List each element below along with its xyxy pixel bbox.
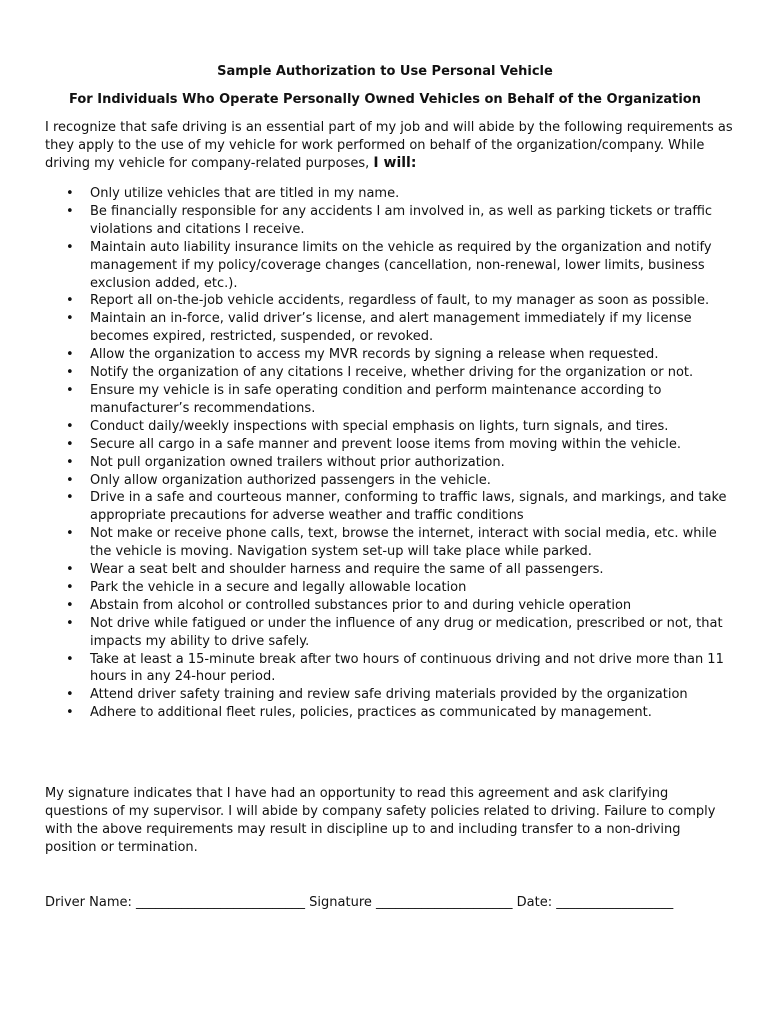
list-item-text: Maintain auto liability insurance limits on the vehicle as required by the organization and notify management if my policy/coverage changes (cancellation, non-renewal, lower limits, business exclusion added, etc.). bbox=[90, 239, 712, 291]
bullet-icon: • bbox=[66, 293, 74, 309]
list-item bbox=[45, 561, 735, 579]
list-item-text: Attend driver safety training and review safe driving materials provided by the organization bbox=[90, 687, 688, 703]
list-item bbox=[45, 203, 735, 239]
list-item bbox=[45, 239, 735, 293]
bullet-icon: • bbox=[66, 311, 74, 327]
list-item bbox=[45, 615, 735, 651]
list-item bbox=[45, 436, 735, 454]
list-item bbox=[45, 418, 735, 436]
requirements-list bbox=[45, 185, 735, 722]
list-item bbox=[45, 454, 735, 472]
bullet-icon: • bbox=[66, 490, 74, 506]
intro-paragraph bbox=[45, 119, 735, 173]
list-item-text: Ensure my vehicle is in safe operating condition and perform maintenance according to manufacturer’s recommendations. bbox=[90, 382, 662, 416]
list-item-text: Take at least a 15-minute break after two hours of continuous driving and not drive more than 11 hours in any 24-hour period. bbox=[90, 651, 724, 685]
list-item-text: Maintain an in-force, valid driver’s license, and alert management immediately if my license becomes expired, restricted, suspended, or revoked. bbox=[90, 311, 692, 345]
bullet-icon: • bbox=[66, 454, 74, 470]
bullet-icon: • bbox=[66, 615, 74, 631]
list-item-text: Allow the organization to access my MVR records by signing a release when requested. bbox=[90, 347, 659, 363]
list-item bbox=[45, 382, 735, 418]
list-item-text: Be financially responsible for any accidents I am involved in, as well as parking tickets or traffic violations and citations I receive. bbox=[90, 203, 713, 237]
bullet-icon: • bbox=[66, 687, 74, 703]
list-item bbox=[45, 310, 735, 346]
bullet-icon: • bbox=[66, 347, 74, 363]
list-item bbox=[45, 525, 735, 561]
bullet-icon: • bbox=[66, 651, 74, 667]
bullet-icon: • bbox=[66, 579, 74, 595]
list-item-text: Abstain from alcohol or controlled substances prior to and during vehicle operation bbox=[90, 597, 632, 613]
list-item-text: Not drive while fatigued or under the influence of any drug or medication, prescribed or not, that impacts my ability to drive safely. bbox=[90, 615, 723, 649]
list-item-text: Drive in a safe and courteous manner, conforming to traffic laws, signals, and markings, and take appropriate precautions for adverse weather and traffic conditions bbox=[90, 490, 727, 524]
document-subtitle: For Individuals Who Operate Personally Owned Vehicles on Behalf of the Organization bbox=[69, 92, 701, 107]
bullet-icon: • bbox=[66, 382, 74, 398]
signature-blank[interactable]: _____________________ bbox=[376, 895, 513, 910]
bullet-icon: • bbox=[66, 436, 74, 452]
bullet-icon: • bbox=[66, 365, 74, 381]
date-blank[interactable]: __________________ bbox=[556, 895, 674, 910]
bullet-icon: • bbox=[66, 526, 74, 542]
driver-name-blank[interactable]: __________________________ bbox=[136, 895, 306, 910]
signature-label: Signature bbox=[309, 895, 372, 910]
list-item-text: Not make or receive phone calls, text, browse the internet, interact with social media, etc. while the vehicle is moving. Navigation system set-up will take place while parked. bbox=[90, 526, 717, 560]
bullet-icon: • bbox=[66, 472, 74, 488]
bullet-icon: • bbox=[66, 562, 74, 578]
list-item-text: Not pull organization owned trailers without prior authorization. bbox=[90, 454, 505, 470]
list-item bbox=[45, 704, 735, 722]
list-item-text: Secure all cargo in a safe manner and prevent loose items from moving within the vehicle. bbox=[90, 436, 681, 452]
list-item bbox=[45, 185, 735, 203]
list-item-text: Park the vehicle in a secure and legally allowable location bbox=[90, 579, 467, 595]
intro-emphasis: I will: bbox=[373, 154, 417, 171]
list-item bbox=[45, 686, 735, 704]
list-item-text: Conduct daily/weekly inspections with special emphasis on lights, turn signals, and tires. bbox=[90, 418, 669, 434]
bullet-icon: • bbox=[66, 239, 74, 255]
list-item-text: Wear a seat belt and shoulder harness and require the same of all passengers. bbox=[90, 562, 604, 578]
list-item bbox=[45, 579, 735, 597]
list-item bbox=[45, 364, 735, 382]
bullet-icon: • bbox=[66, 705, 74, 721]
closing-paragraph: My signature indicates that I have had an opportunity to read this agreement and ask clarifying questions of my supervisor. I will abide by company safety policies related to driving. Failure to comply with the above requirements may result in discipline up to and including transfer to a non-driving position or termination. bbox=[45, 786, 716, 855]
list-item bbox=[45, 597, 735, 615]
signature-line bbox=[45, 894, 735, 912]
list-item-text: Only allow organization authorized passengers in the vehicle. bbox=[90, 472, 491, 488]
bullet-icon: • bbox=[66, 186, 74, 201]
intro-text: I recognize that safe driving is an essential part of my job and will abide by the following requirements as they apply to the use of my vehicle for work performed on behalf of the organization/company. While driving my vehicle for company-related purposes, bbox=[45, 120, 733, 171]
bullet-icon: • bbox=[66, 203, 74, 219]
list-item-text: Only utilize vehicles that are titled in my name. bbox=[90, 186, 400, 201]
list-item bbox=[45, 292, 735, 310]
list-item bbox=[45, 651, 735, 687]
list-item-text: Report all on-the-job vehicle accidents, regardless of fault, to my manager as soon as possible. bbox=[90, 293, 710, 309]
document-title: Sample Authorization to Use Personal Vehicle bbox=[217, 64, 553, 79]
driver-name-label: Driver Name: bbox=[45, 895, 132, 910]
list-item bbox=[45, 489, 735, 525]
date-label: Date: bbox=[516, 895, 553, 910]
bullet-icon: • bbox=[66, 418, 74, 434]
bullet-icon: • bbox=[66, 597, 74, 613]
list-item-text: Notify the organization of any citations I receive, whether driving for the organization or not. bbox=[90, 365, 694, 381]
list-item-text: Adhere to additional fleet rules, policies, practices as communicated by management. bbox=[90, 705, 652, 721]
list-item bbox=[45, 472, 735, 490]
list-item bbox=[45, 346, 735, 364]
